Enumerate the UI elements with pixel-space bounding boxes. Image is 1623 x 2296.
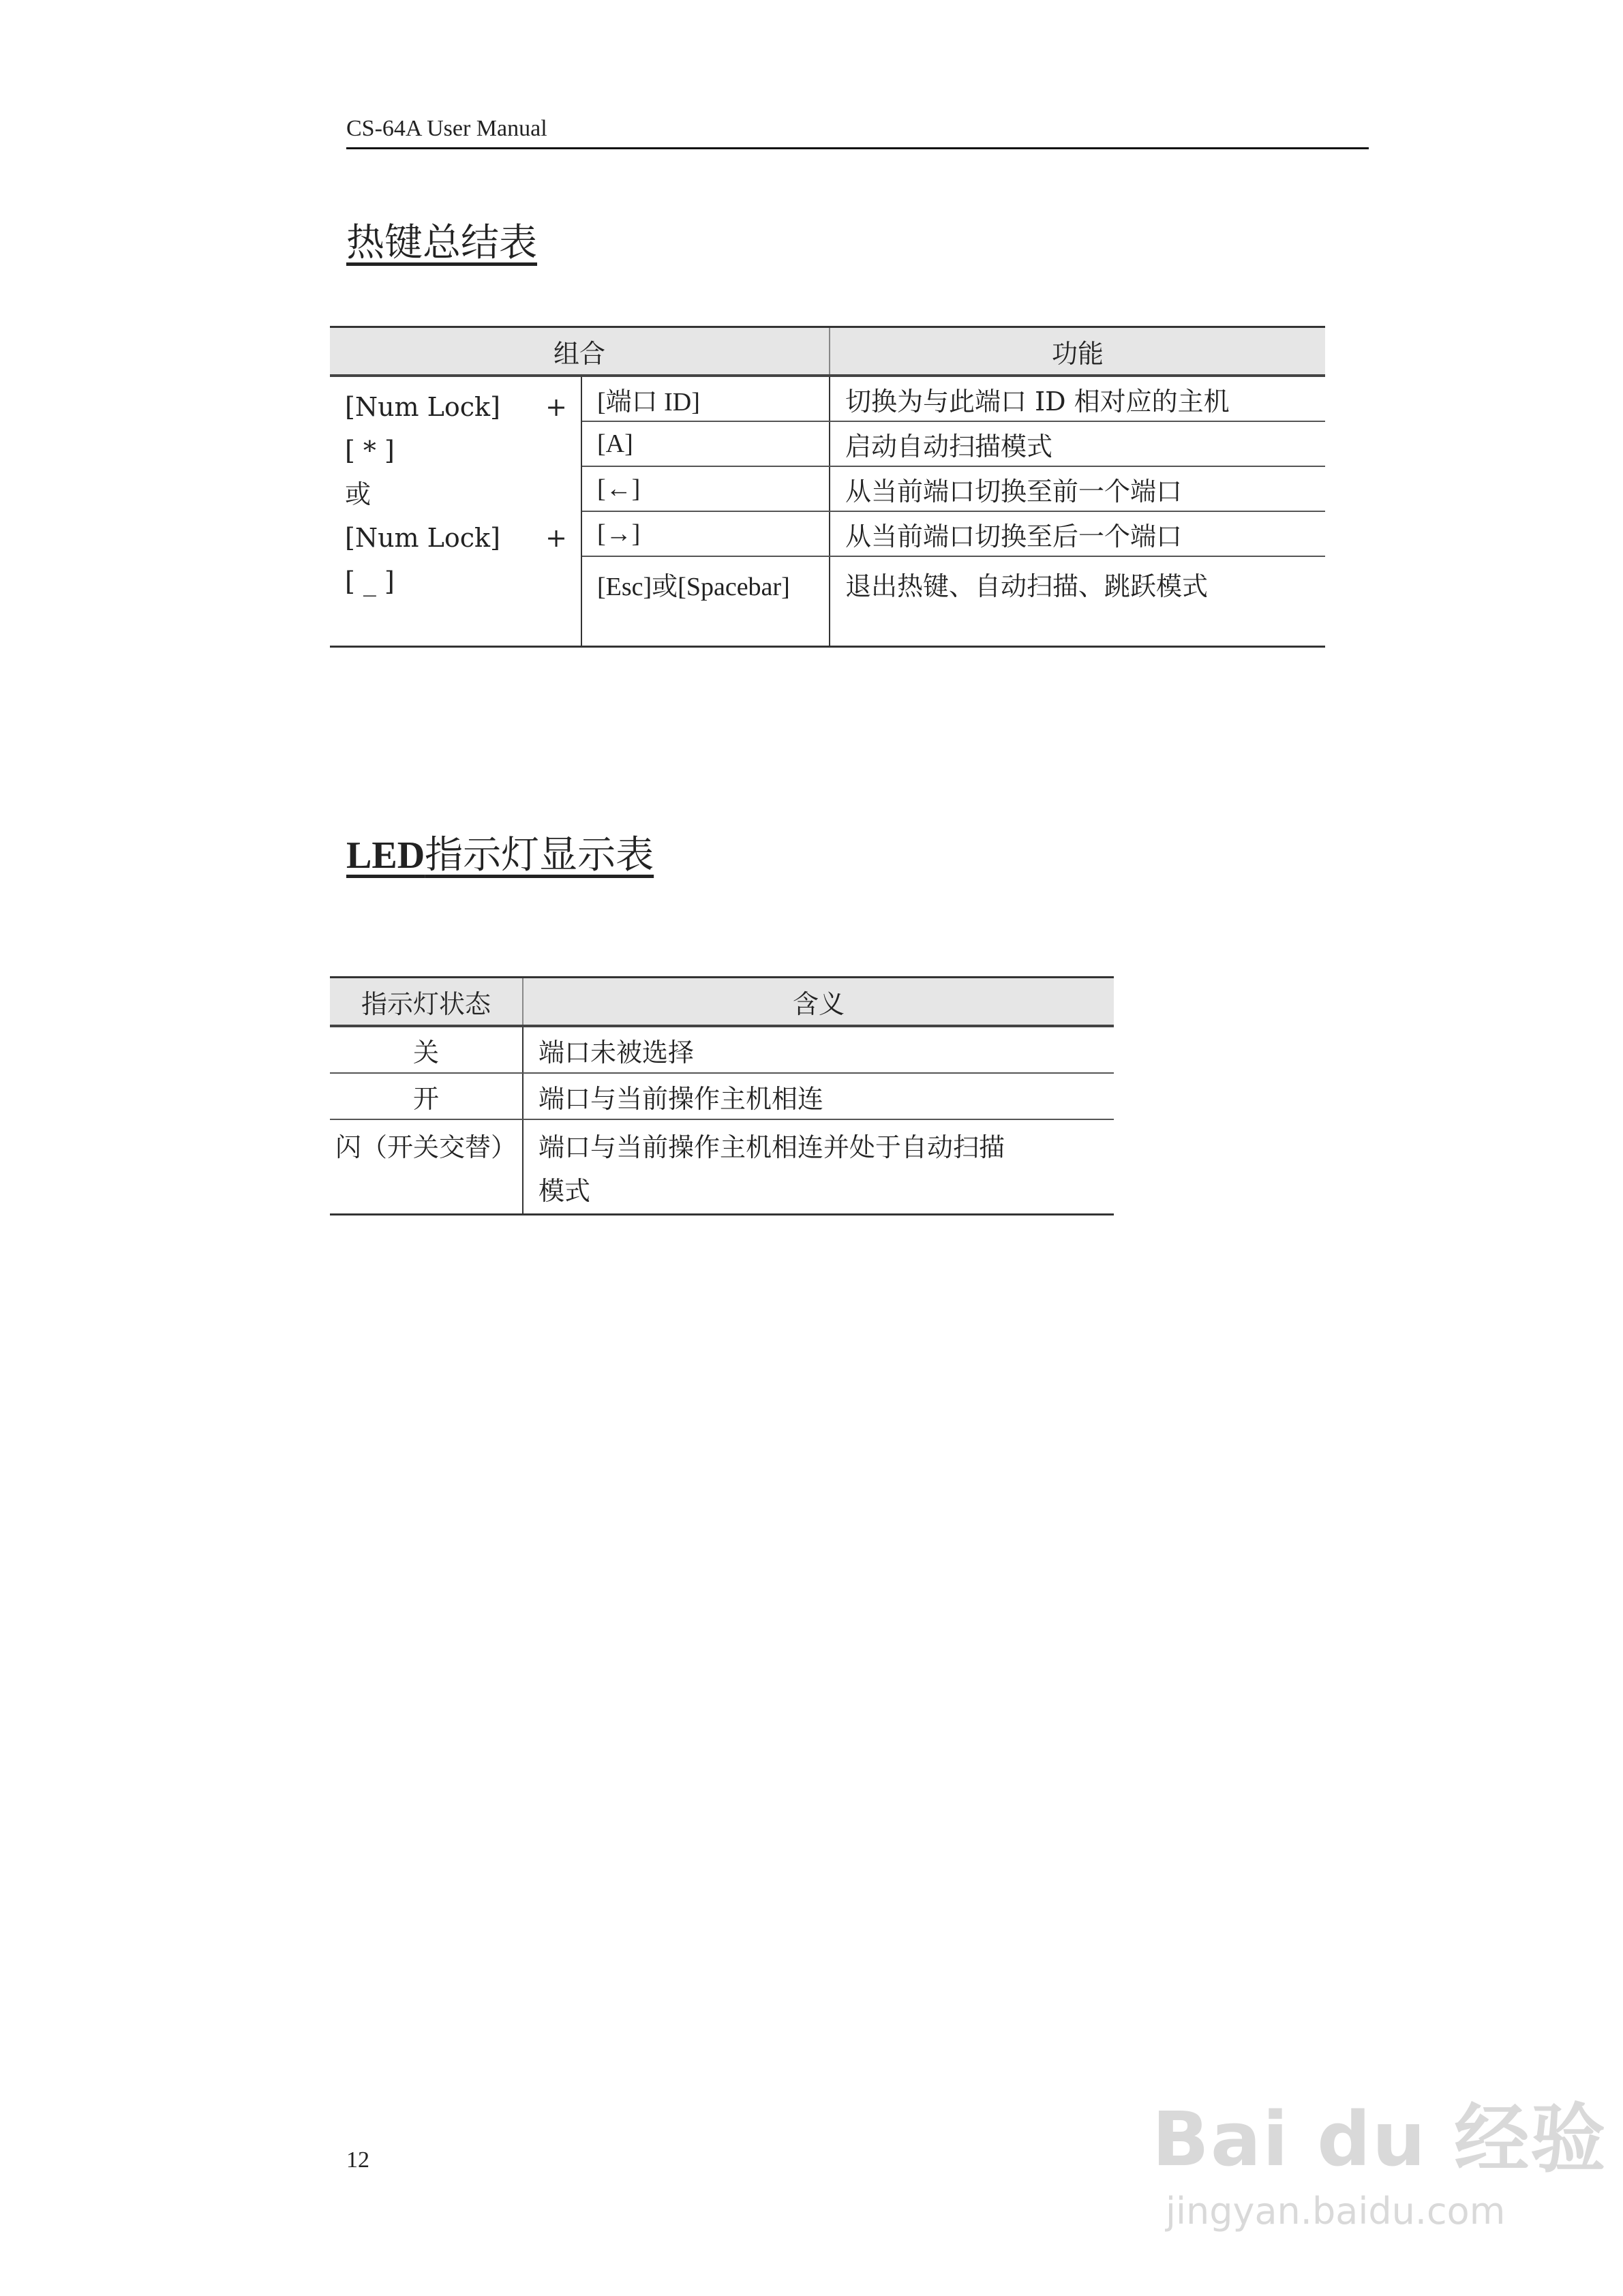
state-header: 指示灯状态	[330, 978, 523, 1027]
combo-text: [ * ]	[345, 436, 395, 466]
combo-cell	[330, 376, 581, 647]
watermark-brand: Bai du 经验	[1152, 2096, 1607, 2183]
function-cell: 切换为与此端口 ID 相对应的主机	[830, 376, 1325, 421]
hotkey-table-header	[330, 327, 1325, 376]
meaning-line: 端口与当前操作主机相连并处于自动扫描	[539, 1132, 1005, 1162]
header-title: CS-64A User Manual	[346, 116, 547, 141]
key-cell: [端口 ID]	[581, 376, 830, 421]
led-title-cjk: 指示灯显示表	[425, 833, 654, 877]
table-row	[330, 1119, 1114, 1215]
table-row	[330, 1026, 1114, 1073]
led-title-latin: LED	[346, 834, 425, 877]
meaning-header: 含义	[523, 978, 1114, 1027]
combo-plus: +	[545, 523, 567, 553]
header-rule	[346, 147, 1369, 149]
function-cell: 退出热键、自动扫描、跳跃模式	[830, 556, 1325, 647]
combo-text: 或	[345, 479, 371, 509]
combo-text: [ _ ]	[345, 567, 395, 596]
meaning-cell: 端口与当前操作主机相连	[523, 1073, 1114, 1119]
function-cell: 从当前端口切换至后一个端口	[830, 511, 1325, 556]
state-cell: 闪（开关交替）	[330, 1119, 523, 1215]
watermark-url: jingyan.baidu.com	[1166, 2190, 1506, 2233]
meaning-cell	[523, 1119, 1114, 1215]
combo-text: [Num Lock]	[345, 392, 500, 422]
table-row	[330, 376, 1325, 421]
state-cell: 关	[330, 1026, 523, 1073]
function-cell: 启动自动扫描模式	[830, 421, 1325, 466]
hotkey-section-title: 热键总结表	[346, 221, 537, 265]
meaning-cell: 端口未被选择	[523, 1026, 1114, 1073]
function-cell: 从当前端口切换至前一个端口	[830, 466, 1325, 511]
page-number: 12	[346, 2147, 369, 2173]
led-table	[330, 976, 1114, 1215]
led-table-header	[330, 978, 1114, 1027]
combo-plus: +	[545, 392, 567, 422]
combo-text: [Num Lock]	[345, 523, 500, 553]
key-cell: [←]	[581, 466, 830, 511]
led-section-title	[346, 825, 654, 879]
state-cell: 开	[330, 1073, 523, 1119]
key-cell: [Esc]或[Spacebar]	[581, 556, 830, 647]
combo-header: 组合	[330, 327, 830, 376]
function-header: 功能	[830, 327, 1325, 376]
combo-line	[345, 385, 567, 429]
table-row	[330, 1073, 1114, 1119]
key-cell: [→]	[581, 511, 830, 556]
hotkey-table	[330, 326, 1325, 648]
meaning-line: 模式	[539, 1176, 591, 1206]
combo-line	[345, 516, 567, 560]
key-cell: [A]	[581, 421, 830, 466]
baidu-watermark	[1152, 2079, 1607, 2233]
